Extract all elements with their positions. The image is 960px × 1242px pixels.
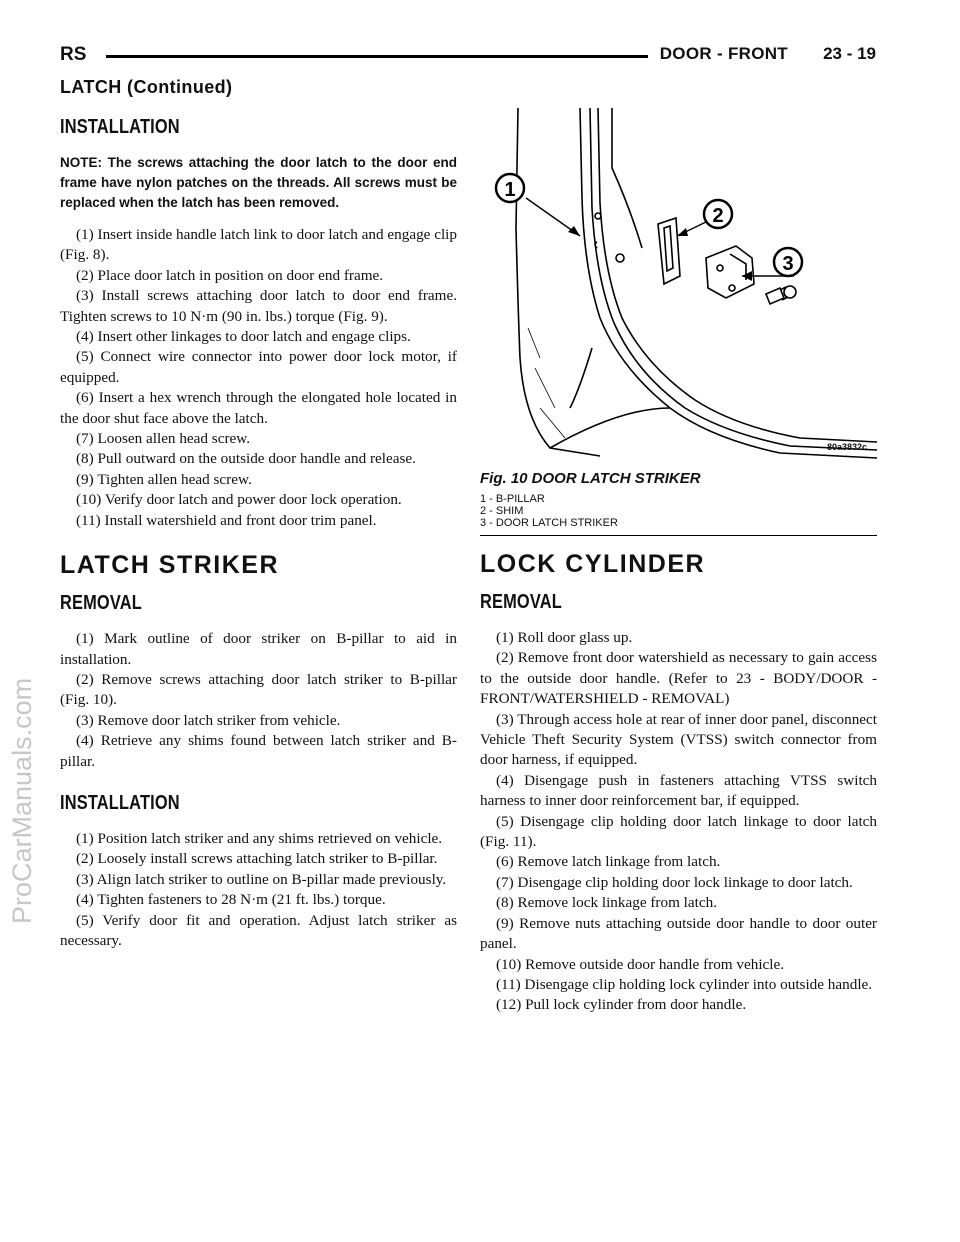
figure-code: 80a3832c <box>826 442 867 452</box>
left-column <box>60 110 457 951</box>
figure-door-latch-striker <box>480 108 877 466</box>
step: (11) Disengage clip holding lock cylinder into outside handle. <box>496 975 873 993</box>
step: (9) Tighten allen head screw. <box>76 470 252 488</box>
page-header <box>60 44 876 68</box>
step: (9) Remove nuts attaching outside door handle to door outer panel. <box>480 914 877 953</box>
step: (1) Roll door glass up. <box>496 629 633 646</box>
step: (6) Insert a hex wrench through the elongated hole located in the door shut face above the latch. <box>60 389 457 427</box>
step: (11) Install watershield and front door trim panel. <box>76 511 377 529</box>
striker-illustration <box>480 108 877 466</box>
latch-striker-title: LATCH STRIKER <box>60 551 280 580</box>
step: (1) Insert inside handle latch link to door latch and engage clip (Fig. 8). <box>60 226 457 264</box>
right-column <box>480 108 877 1016</box>
watermark: ProCarManuals.com <box>7 677 37 924</box>
callout-3 <box>774 248 802 276</box>
lock-cylinder-removal-steps <box>480 628 877 1016</box>
step: (3) Through access hole at rear of inner door panel, disconnect Vehicle Theft Security System (VTSS) switch connector from door harness, if equipped. <box>480 710 877 769</box>
callout-1 <box>496 174 524 202</box>
step: (6) Remove latch linkage from latch. <box>496 853 721 871</box>
header-rule <box>106 55 648 58</box>
step: (3) Align latch striker to outline on B-pillar made previously. <box>76 870 447 888</box>
callout-3-label: 3 <box>782 253 794 275</box>
latch-striker-removal-steps <box>60 629 457 772</box>
legend-item: 1 - B-PILLAR <box>480 493 545 505</box>
latch-striker-installation-heading: INSTALLATION <box>60 791 180 814</box>
header-page-number: 23 - 19 <box>823 44 876 63</box>
step: (1) Mark outline of door striker on B-pillar to aid in installation. <box>60 630 457 668</box>
lock-cylinder-title: LOCK CYLINDER <box>480 550 706 578</box>
step: (5) Connect wire connector into power door lock motor, if equipped. <box>60 348 457 386</box>
figure-title: Fig. 10 DOOR LATCH STRIKER <box>480 470 701 487</box>
latch-striker-removal-heading: REMOVAL <box>60 592 142 615</box>
latch-installation-heading: INSTALLATION <box>60 116 180 138</box>
step: (10) Remove outside door handle from vehicle. <box>496 955 785 973</box>
continued-heading: LATCH (Continued) <box>60 77 233 97</box>
step: (2) Remove front door watershield as necessary to gain access to the outside door handle. (Refer to 23 - BODY/DOOR - FRONT/WATERSHIELD - REMOVAL) <box>480 649 877 708</box>
step: (7) Loosen allen head screw. <box>76 430 251 448</box>
step: (2) Place door latch in position on door end frame. <box>76 266 384 284</box>
step: (4) Tighten fasteners to 28 N·m (21 ft. lbs.) torque. <box>76 891 386 909</box>
callout-2 <box>704 200 732 228</box>
figure-legend <box>480 493 877 529</box>
legend-item: 2 - SHIM <box>480 505 524 517</box>
latch-installation-steps <box>60 225 457 531</box>
step: (8) Remove lock linkage from latch. <box>496 894 717 912</box>
step: (5) Verify door fit and operation. Adjust latch striker as necessary. <box>60 911 457 949</box>
figure-rule <box>480 535 877 536</box>
legend-item: 3 - DOOR LATCH STRIKER <box>480 517 618 529</box>
step: (3) Install screws attaching door latch to door end frame. Tighten screws to 10 N·m (90 in. lbs.) torque (Fig. 9). <box>60 287 457 325</box>
lock-cylinder-removal-heading: REMOVAL <box>480 591 562 613</box>
step: (3) Remove door latch striker from vehicle. <box>76 711 341 729</box>
step: (10) Verify door latch and power door lock operation. <box>76 491 402 509</box>
step: (4) Insert other linkages to door latch and engage clips. <box>76 328 411 346</box>
latch-installation-note: NOTE: The screws attaching the door latch to the door end frame have nylon patches on the threads. All screws must be replaced when the latch has been removed. <box>60 155 457 210</box>
step: (4) Retrieve any shims found between latch striker and B-pillar. <box>60 732 457 770</box>
header-section-code: RS <box>60 44 87 65</box>
step: (7) Disengage clip holding door lock linkage to door latch. <box>496 873 853 891</box>
step: (12) Pull lock cylinder from door handle. <box>496 996 747 1014</box>
latch-striker-installation-steps <box>60 829 457 951</box>
step: (4) Disengage push in fasteners attaching VTSS switch harness to inner door reinforcement bar, if equipped. <box>480 771 877 810</box>
callout-2-label: 2 <box>712 205 724 227</box>
step: (1) Position latch striker and any shims retrieved on vehicle. <box>76 829 443 847</box>
step: (8) Pull outward on the outside door handle and release. <box>76 450 416 468</box>
step: (5) Disengage clip holding door latch linkage to door latch (Fig. 11). <box>480 812 877 851</box>
step: (2) Loosely install screws attaching latch striker to B-pillar. <box>76 850 438 868</box>
step: (2) Remove screws attaching door latch striker to B-pillar (Fig. 10). <box>60 670 457 709</box>
callout-1-label: 1 <box>504 179 516 201</box>
header-title: DOOR - FRONT <box>659 44 788 63</box>
